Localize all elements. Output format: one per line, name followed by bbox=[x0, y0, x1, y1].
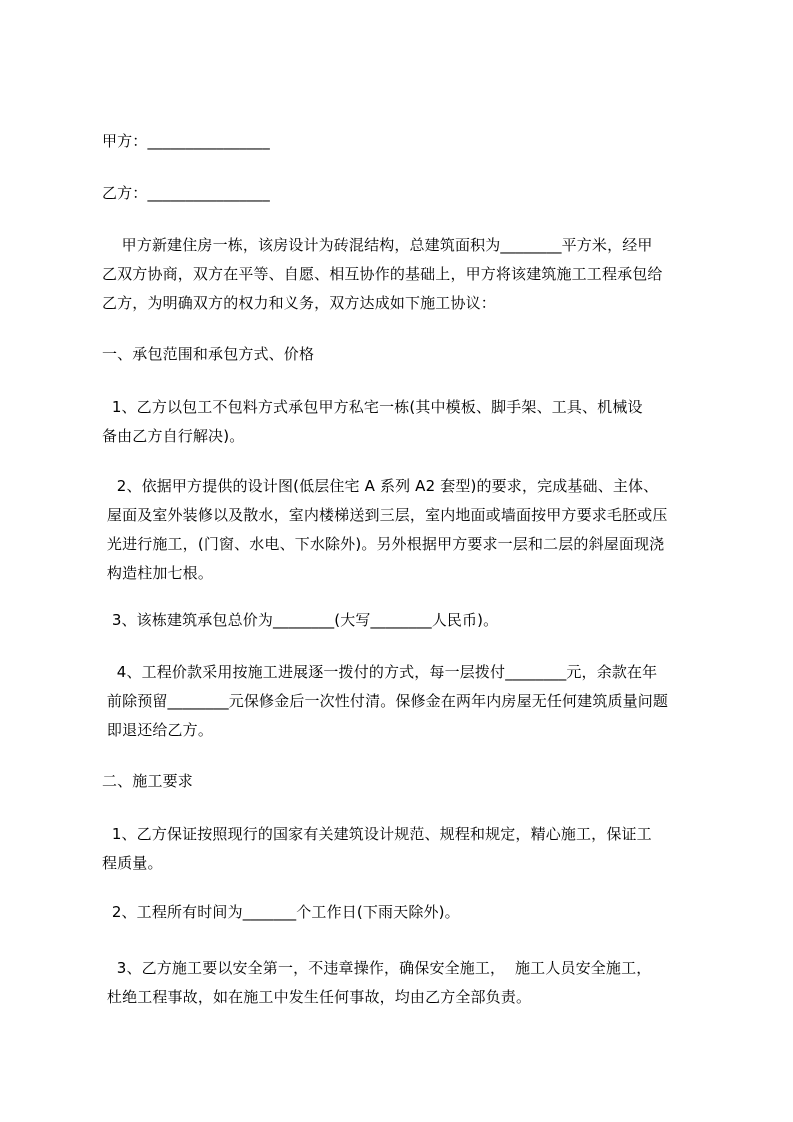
section-1-title: 一、承包范围和承包方式、价格 bbox=[102, 345, 315, 363]
paragraph-line: 杜绝工程事故，如在施工中发生任何事故，均由乙方全部负责。 bbox=[102, 988, 532, 1006]
section-2-item-2: 2、工程所有时间为_______个工作日(下雨天除外)。 bbox=[102, 903, 460, 921]
paragraph-line: 前除预留________元保修金后一次性付清。保修金在两年内房屋无任何建筑质量问题 bbox=[102, 692, 669, 710]
party-a-line: 甲方：________________ bbox=[102, 132, 270, 150]
section-1-item-4 bbox=[102, 658, 702, 745]
section-1-item-2 bbox=[102, 472, 702, 588]
paragraph-line: 光进行施工，(门窗、水电、下水除外)。另外根据甲方要求一层和二层的斜屋面现浇 bbox=[102, 535, 665, 553]
paragraph-line: 2、依据甲方提供的设计图(低层住宅 A 系列 A2 套型)的要求，完成基础、主体、 bbox=[102, 477, 659, 495]
paragraph-line: 1、乙方以包工不包料方式承包甲方私宅一栋(其中模板、脚手架、工具、机械设 bbox=[102, 398, 643, 416]
party-b-line: 乙方：________________ bbox=[102, 184, 270, 202]
paragraph-line: 备由乙方自行解决)。 bbox=[102, 427, 245, 445]
section-2-item-3 bbox=[102, 954, 702, 1012]
paragraph-line: 1、乙方保证按照现行的国家有关建筑设计规范、规程和规定，精心施工，保证工 bbox=[102, 825, 652, 843]
paragraph-line: 屋面及室外装修以及散水，室内楼梯送到三层，室内地面或墙面按甲方要求毛胚或压 bbox=[102, 506, 668, 524]
section-1-item-3: 3、该栋建筑承包总价为________(大写________人民币)。 bbox=[102, 611, 499, 629]
intro-line: 甲方新建住房一栋，该房设计为砖混结构，总建筑面积为________平方米，经甲 bbox=[102, 236, 653, 254]
section-2-item-1 bbox=[102, 820, 702, 878]
intro-line: 乙双方协商，双方在平等、自愿、相互协作的基础上，甲方将该建筑施工工程承包给 bbox=[102, 265, 663, 283]
section-1-item-1 bbox=[102, 393, 702, 451]
paragraph-line: 即退还给乙方。 bbox=[102, 721, 213, 739]
intro-paragraph bbox=[102, 231, 702, 318]
intro-line: 乙方，为明确双方的权力和义务，双方达成如下施工协议： bbox=[102, 294, 496, 312]
section-2-title: 二、施工要求 bbox=[102, 772, 193, 790]
paragraph-line: 构造柱加七根。 bbox=[102, 564, 213, 582]
paragraph-line: 程质量。 bbox=[102, 854, 163, 872]
paragraph-line: 4、工程价款采用按施工进展逐一拨付的方式，每一层拨付________元，余款在年 bbox=[102, 663, 658, 681]
paragraph-line: 3、乙方施工要以安全第一，不违章操作，确保安全施工， 施工人员安全施工， bbox=[102, 959, 652, 977]
